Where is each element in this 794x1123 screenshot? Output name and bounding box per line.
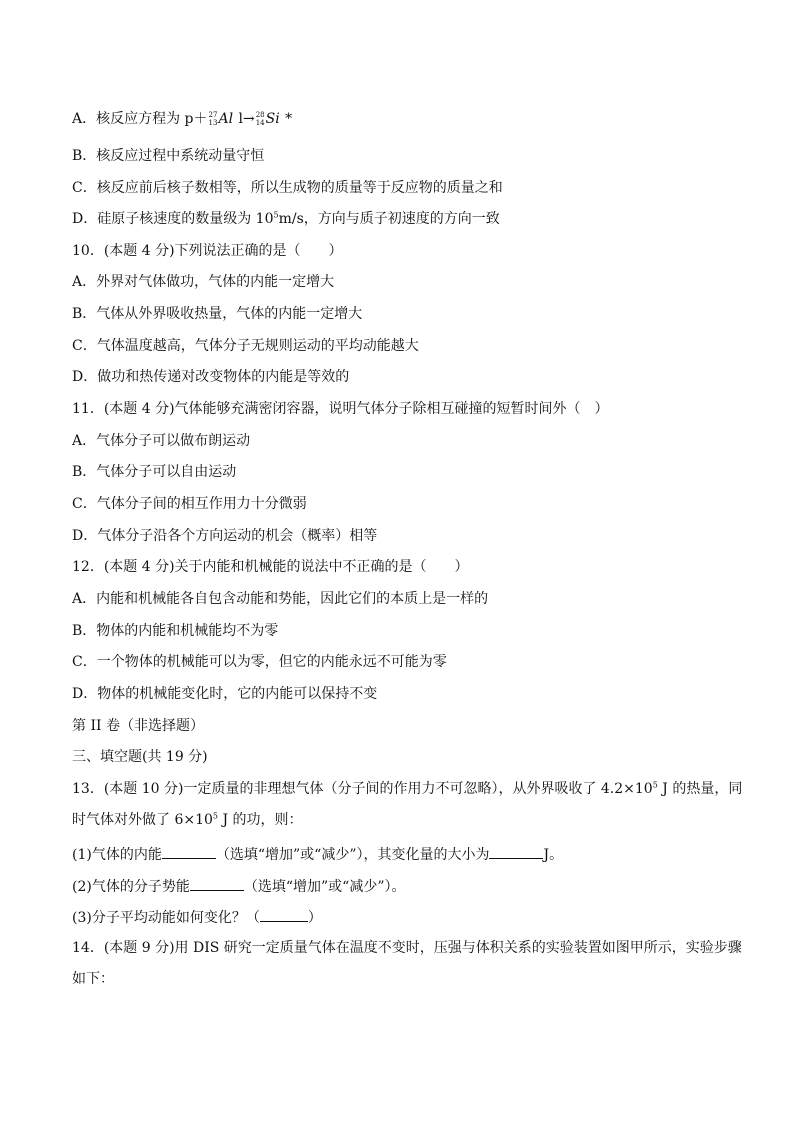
q10-option-c: C．气体温度越高，气体分子无规则运动的平均动能越大 <box>72 338 419 354</box>
q9-option-b: B．核反应过程中系统动量守恒 <box>72 148 265 164</box>
q12-stem: 12．(本题 4 分)关于内能和机械能的说法中不正确的是（ ） <box>72 559 469 575</box>
answer-blank[interactable] <box>260 907 308 922</box>
q9-option-c: C．核反应前后核子数相等，所以生成物的质量等于反应物的质量之和 <box>72 180 503 196</box>
q13-stem-line2: 时气体对外做了 $6\times 10^5$ J 的功，则： <box>72 811 303 828</box>
q11-option-b: B．气体分子可以自由运动 <box>72 464 237 480</box>
silicon-nuclide: 28 14 Si <box>255 111 280 127</box>
q12-option-d: D．物体的机械能变化时，它的内能可以保持不变 <box>72 686 378 702</box>
q9-option-d: D．硅原子核速度的数量级为 $10^5m/s$，方向与质子初速度的方向一致 <box>72 210 500 227</box>
q11-stem: 11．(本题 4 分)气体能够充满密闭容器，说明气体分子除相互碰撞的短暂时间外（ ） <box>72 401 609 417</box>
q13-part1: (1)气体的内能 （选填“增加”或“减少”），其变化量的大小为 J。 <box>72 844 722 864</box>
q10-option-d: D．做功和热传递对改变物体的内能是等效的 <box>72 369 350 385</box>
section-heading-fill-in: 三、填空题(共 19 分) <box>72 749 208 765</box>
q10-stem: 10．(本题 4 分)下列说法正确的是（ ） <box>72 243 343 259</box>
q10-option-a: A．外界对气体做功，气体的内能一定增大 <box>72 274 335 290</box>
answer-blank[interactable] <box>489 844 543 859</box>
q13-part2: (2)气体的分子势能 （选填“增加”或“减少”）。 <box>72 876 722 896</box>
answer-blank[interactable] <box>162 844 216 859</box>
q12-option-c: C．一个物体的机械能可以为零，但它的内能永远不可能为零 <box>72 654 447 670</box>
aluminum-nuclide: 27 13 Al <box>208 111 234 127</box>
q13-part3: (3)分子平均动能如何变化？（ ） <box>72 907 722 927</box>
q13-stem-line1: 13．(本题 10 分)一定质量的非理想气体（分子间的作用力不可忽略），从外界吸收了 $4.2\times 10^5$ J 的热量，同 <box>72 780 743 797</box>
q11-option-a: A．气体分子可以做布朗运动 <box>72 433 251 449</box>
q14-stem-line2: 如下： <box>72 971 114 987</box>
q14-stem-line1: 14．(本题 9 分)用 DIS 研究一定质量气体在温度不变时，压强与体积关系的实验装置如图甲所示，实验步骤 <box>72 940 742 956</box>
q12-option-b: B．物体的内能和机械能均不为零 <box>72 623 279 639</box>
q11-option-c: C．气体分子间的相互作用力十分微弱 <box>72 496 307 512</box>
q12-option-a: A．内能和机械能各自包含动能和势能，因此它们的本质上是一样的 <box>72 591 489 607</box>
answer-blank[interactable] <box>190 876 244 891</box>
q11-option-d: D．气体分子沿各个方向运动的机会（概率）相等 <box>72 528 378 544</box>
q9-option-a: A．核反应方程为 p＋ 27 13 Al l→ 28 14 Si * <box>72 111 293 127</box>
q10-option-b: B．气体从外界吸收热量，气体的内能一定增大 <box>72 306 363 322</box>
section-heading-volume-2: 第 II 卷（非选择题） <box>72 718 204 734</box>
